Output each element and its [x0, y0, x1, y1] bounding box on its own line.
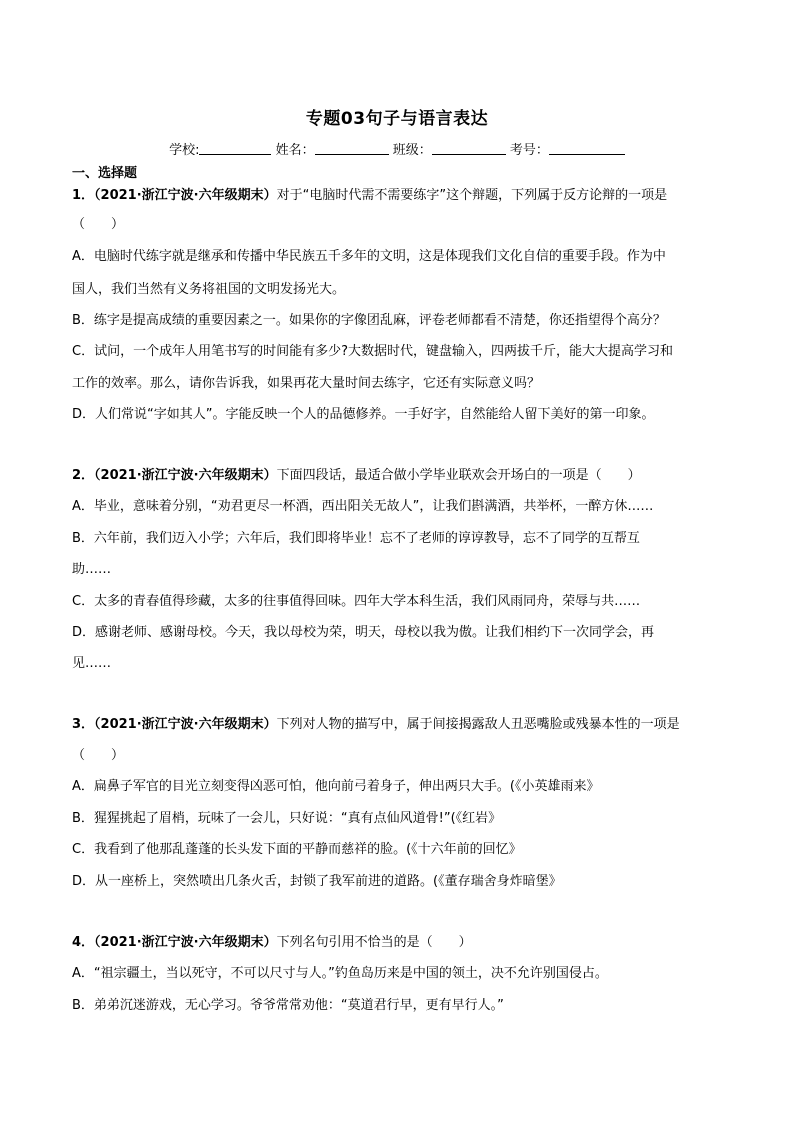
question-4-option-a[interactable]: A．“祖宗疆土，当以死守，不可以尺寸与人。”钓鱼岛历来是中国的领土，决不允许别国侵占。: [72, 966, 608, 981]
question-3-answer-paren: （ ）: [72, 748, 125, 763]
question-1-header: [72, 187, 667, 205]
question-3-header: [72, 716, 680, 734]
question-source: （2021·浙江宁波·六年级期末）: [94, 188, 277, 203]
question-source: （2021·浙江宁波·六年级期末）: [94, 468, 277, 483]
question-3-option-b[interactable]: B．猩猩挑起了眉梢，玩味了一会儿，只好说：“真有点仙风道骨!”(《红岩》: [72, 811, 502, 826]
question-1-option-b[interactable]: B．练字是提高成绩的重要因素之一。如果你的字像团乱麻，评卷老师都看不清楚，你还指望得个高分？: [72, 313, 666, 328]
question-2-option-d[interactable]: D．感谢老师、感谢母校。今天，我以母校为荣，明天，母校以我为傲。让我们相约下一次同学会，再: [72, 625, 655, 640]
question-source: （2021·浙江宁波·六年级期末）: [94, 935, 277, 950]
number-blank[interactable]: [549, 142, 625, 155]
question-2-header: [72, 467, 641, 485]
question-number: 4．: [72, 935, 95, 950]
question-1-option-d[interactable]: D．人们常说“字如其人”。字能反映一个人的品德修养。一手好字，自然能给人留下美好的第一印象。: [72, 407, 655, 422]
number-label: 考号：: [509, 143, 549, 158]
question-4-header: [72, 934, 472, 952]
question-number: 1．: [72, 188, 95, 203]
question-number: 2．: [72, 468, 95, 483]
question-1-option-a[interactable]: A．电脑时代练字就是继承和传播中华民族五千多年的文明，这是体现我们文化自信的重要手段。作为中: [72, 249, 666, 264]
question-3-option-d[interactable]: D．从一座桥上，突然喷出几条火舌，封锁了我军前进的道路。(《董存瑞舍身炸暗堡》: [72, 874, 562, 889]
question-stem: 下面四段话，最适合做小学毕业联欢会开场白的一项是（ ）: [276, 468, 641, 483]
document-title: 专题03句子与语言表达: [305, 109, 489, 129]
question-1-option-c-cont: 工作的效率。那么，请你告诉我，如果再花大量时间去练字，它还有实际意义吗？: [72, 376, 541, 391]
class-label: 班级：: [392, 143, 432, 158]
question-2-option-b-cont: 助……: [72, 562, 112, 577]
section-title: 一、选择题: [72, 166, 138, 181]
question-stem: 对于“电脑时代需不需要练字”这个辩题，下列属于反方论辩的一项是: [276, 188, 668, 203]
question-3-option-a[interactable]: A．扁鼻子军官的目光立刻变得凶恶可怕，他向前弓着身子，伸出两只大手。(《小英雄雨来》: [72, 779, 600, 794]
question-2-option-d-cont: 见……: [72, 656, 112, 671]
question-2-option-c[interactable]: C．太多的青春值得珍藏，太多的往事值得回味。四年大学本科生活，我们风雨同舟，荣辱与共……: [72, 594, 641, 609]
student-info-line: [0, 139, 794, 158]
question-source: （2021·浙江宁波·六年级期末）: [94, 717, 277, 732]
class-blank[interactable]: [432, 142, 506, 155]
name-blank[interactable]: [315, 142, 389, 155]
question-number: 3．: [72, 717, 95, 732]
question-3-option-c[interactable]: C．我看到了他那乱蓬蓬的长头发下面的平静而慈祥的脸。(《十六年前的回忆》: [72, 842, 522, 857]
question-1-option-c[interactable]: C．试问，一个成年人用笔书写的时间能有多少?大数据时代，键盘输入，四两拔千斤，能大大提高学习和: [72, 344, 673, 359]
name-label: 姓名：: [275, 143, 315, 158]
question-stem: 下列对人物的描写中，属于间接揭露敌人丑恶嘴脸或残暴本性的一项是: [276, 717, 680, 732]
question-stem: 下列名句引用不恰当的是（ ）: [276, 935, 472, 950]
school-label: 学校:: [169, 143, 200, 158]
question-1-option-a-cont: 国人，我们当然有义务将祖国的文明发扬光大。: [72, 282, 346, 297]
school-blank[interactable]: [199, 142, 271, 155]
question-1-answer-paren: （ ）: [72, 217, 125, 232]
question-2-option-b[interactable]: B．六年前，我们迈入小学；六年后，我们即将毕业！忘不了老师的谆谆教导，忘不了同学的互帮互: [72, 531, 640, 546]
question-2-option-a[interactable]: A．毕业，意味着分别，“劝君更尽一杯酒，西出阳关无故人”，让我们斟满酒，共举杯，一醉方休……: [72, 499, 654, 514]
question-4-option-b[interactable]: B．弟弟沉迷游戏，无心学习。爷爷常常劝他：“莫道君行早，更有早行人。”: [72, 998, 504, 1013]
